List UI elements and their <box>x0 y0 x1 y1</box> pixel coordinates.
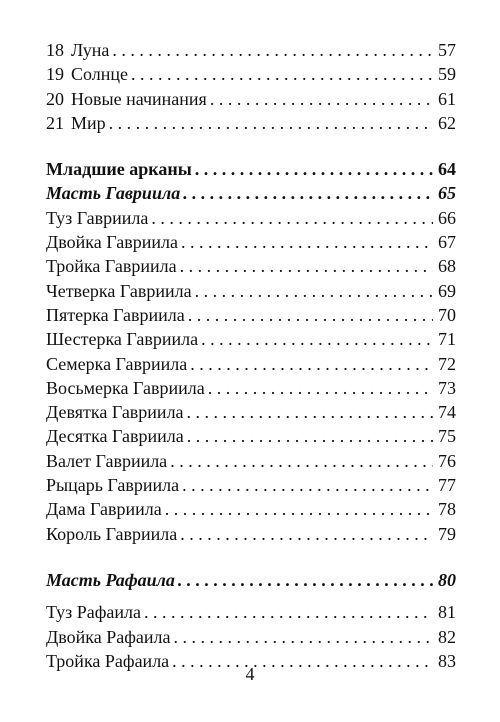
toc-entry-page: 79 <box>438 523 456 544</box>
toc-entry-title <box>46 62 128 86</box>
toc-entry-title: Тройка Рафаила <box>46 650 170 671</box>
toc-entry-title: Восьмерка Гавриила <box>46 377 205 398</box>
toc-entry <box>46 449 456 473</box>
toc-entry-number: 18 <box>46 40 64 60</box>
dot-leader <box>131 62 433 86</box>
toc-entry-label: Новые начинания <box>71 88 207 109</box>
toc-entry-page: 61 <box>438 88 456 109</box>
toc-entry-label: Мир <box>71 112 106 133</box>
toc-entry <box>46 600 456 624</box>
section-spacer <box>46 135 456 157</box>
toc-entry-page: 70 <box>438 304 456 325</box>
toc-entry-page: 78 <box>438 499 456 520</box>
dot-leader <box>144 600 433 624</box>
toc-entry <box>46 400 456 424</box>
toc-entry <box>46 38 456 62</box>
toc-suit-gabriel <box>46 181 456 205</box>
dot-leader <box>112 38 433 62</box>
toc-entry-title: Туз Рафаила <box>46 602 141 623</box>
toc-section-title: Младшие арканы <box>46 159 192 180</box>
toc-entry-page: 67 <box>438 232 456 253</box>
page-number: 4 <box>245 664 255 684</box>
toc-entry <box>46 522 456 546</box>
toc-entry-page: 77 <box>438 475 456 496</box>
toc-entry-page: 76 <box>438 450 456 471</box>
toc-entry-page: 57 <box>438 40 456 60</box>
toc-entry-title: Пятерка Гавриила <box>46 304 185 325</box>
dot-leader <box>187 400 433 424</box>
dot-leader <box>190 352 433 376</box>
toc-entry-page: 69 <box>438 280 456 301</box>
toc-entry-title: Шестерка Гавриила <box>46 329 199 350</box>
toc-entry-page: 59 <box>438 64 456 85</box>
toc-entry-label: Луна <box>71 40 110 60</box>
section-spacer <box>46 546 456 568</box>
dot-leader <box>182 473 433 497</box>
toc-entry <box>46 424 456 448</box>
toc-entry <box>46 303 456 327</box>
toc-entry <box>46 497 456 521</box>
toc-entry-page: 83 <box>438 650 456 671</box>
toc-suit-title: Масть Рафаила <box>46 569 175 590</box>
toc-entry-page: 66 <box>438 207 456 228</box>
toc-entry <box>46 87 456 111</box>
toc-entry <box>46 206 456 230</box>
toc-entry-title: Десятка Гавриила <box>46 426 184 447</box>
toc-entry-title <box>46 38 109 62</box>
dot-leader <box>183 181 433 205</box>
dot-leader <box>188 303 433 327</box>
dot-leader <box>151 206 433 230</box>
toc-entry <box>46 230 456 254</box>
toc-entry <box>46 111 456 135</box>
table-of-contents <box>46 38 456 673</box>
dot-leader <box>178 568 433 592</box>
toc-entry-page: 73 <box>438 377 456 398</box>
toc-entry <box>46 352 456 376</box>
toc-entry-page: 81 <box>438 602 456 623</box>
dot-leader <box>180 254 433 278</box>
toc-entry <box>46 625 456 649</box>
toc-entry-title: Тройка Гавриила <box>46 256 177 277</box>
toc-entry-title: Четверка Гавриила <box>46 280 192 301</box>
toc-entry-number: 21 <box>46 112 64 133</box>
toc-entry <box>46 327 456 351</box>
section-spacer <box>46 592 456 600</box>
dot-leader <box>181 230 433 254</box>
toc-suit-title: Масть Гавриила <box>46 183 181 204</box>
toc-entry-title <box>46 87 207 111</box>
dot-leader <box>210 87 433 111</box>
toc-entry-title: Двойка Гавриила <box>46 232 178 253</box>
toc-suit-page: 65 <box>438 183 456 204</box>
toc-entry-title: Девятка Гавриила <box>46 402 184 423</box>
dot-leader <box>174 625 433 649</box>
toc-entry-title <box>46 111 106 135</box>
dot-leader <box>170 449 433 473</box>
toc-section-page: 64 <box>438 159 456 180</box>
dot-leader <box>201 327 433 351</box>
toc-entry-page: 82 <box>438 626 456 647</box>
toc-entry-page: 71 <box>438 329 456 350</box>
toc-entry <box>46 62 456 86</box>
dot-leader <box>109 111 433 135</box>
toc-entry-title: Семерка Гавриила <box>46 353 188 374</box>
toc-entry-page: 74 <box>438 402 456 423</box>
toc-entry-title: Туз Гавриила <box>46 207 149 228</box>
toc-entry-page: 72 <box>438 353 456 374</box>
toc-entry-title: Валет Гавриила <box>46 450 168 471</box>
toc-entry <box>46 376 456 400</box>
dot-leader <box>180 522 433 546</box>
dot-leader <box>195 279 433 303</box>
toc-entry-title: Двойка Рафаила <box>46 626 171 647</box>
toc-entry-label: Солнце <box>71 64 129 85</box>
toc-entry <box>46 473 456 497</box>
dot-leader <box>165 497 433 521</box>
toc-entry-title: Рыцарь Гавриила <box>46 475 180 496</box>
toc-entry-page: 62 <box>438 112 456 133</box>
dot-leader <box>208 376 433 400</box>
toc-entry-title: Король Гавриила <box>46 523 178 544</box>
toc-entry-number: 20 <box>46 88 64 109</box>
toc-entry-number: 19 <box>46 64 64 85</box>
toc-entry <box>46 279 456 303</box>
dot-leader <box>187 424 433 448</box>
dot-leader <box>195 157 433 181</box>
toc-entry-page: 68 <box>438 256 456 277</box>
toc-section-minor-arcana <box>46 157 456 181</box>
toc-suit-page: 80 <box>438 569 456 590</box>
toc-suit-raphael <box>46 568 456 592</box>
toc-entry <box>46 254 456 278</box>
toc-entry-title: Дама Гавриила <box>46 499 162 520</box>
toc-entry-page: 75 <box>438 426 456 447</box>
